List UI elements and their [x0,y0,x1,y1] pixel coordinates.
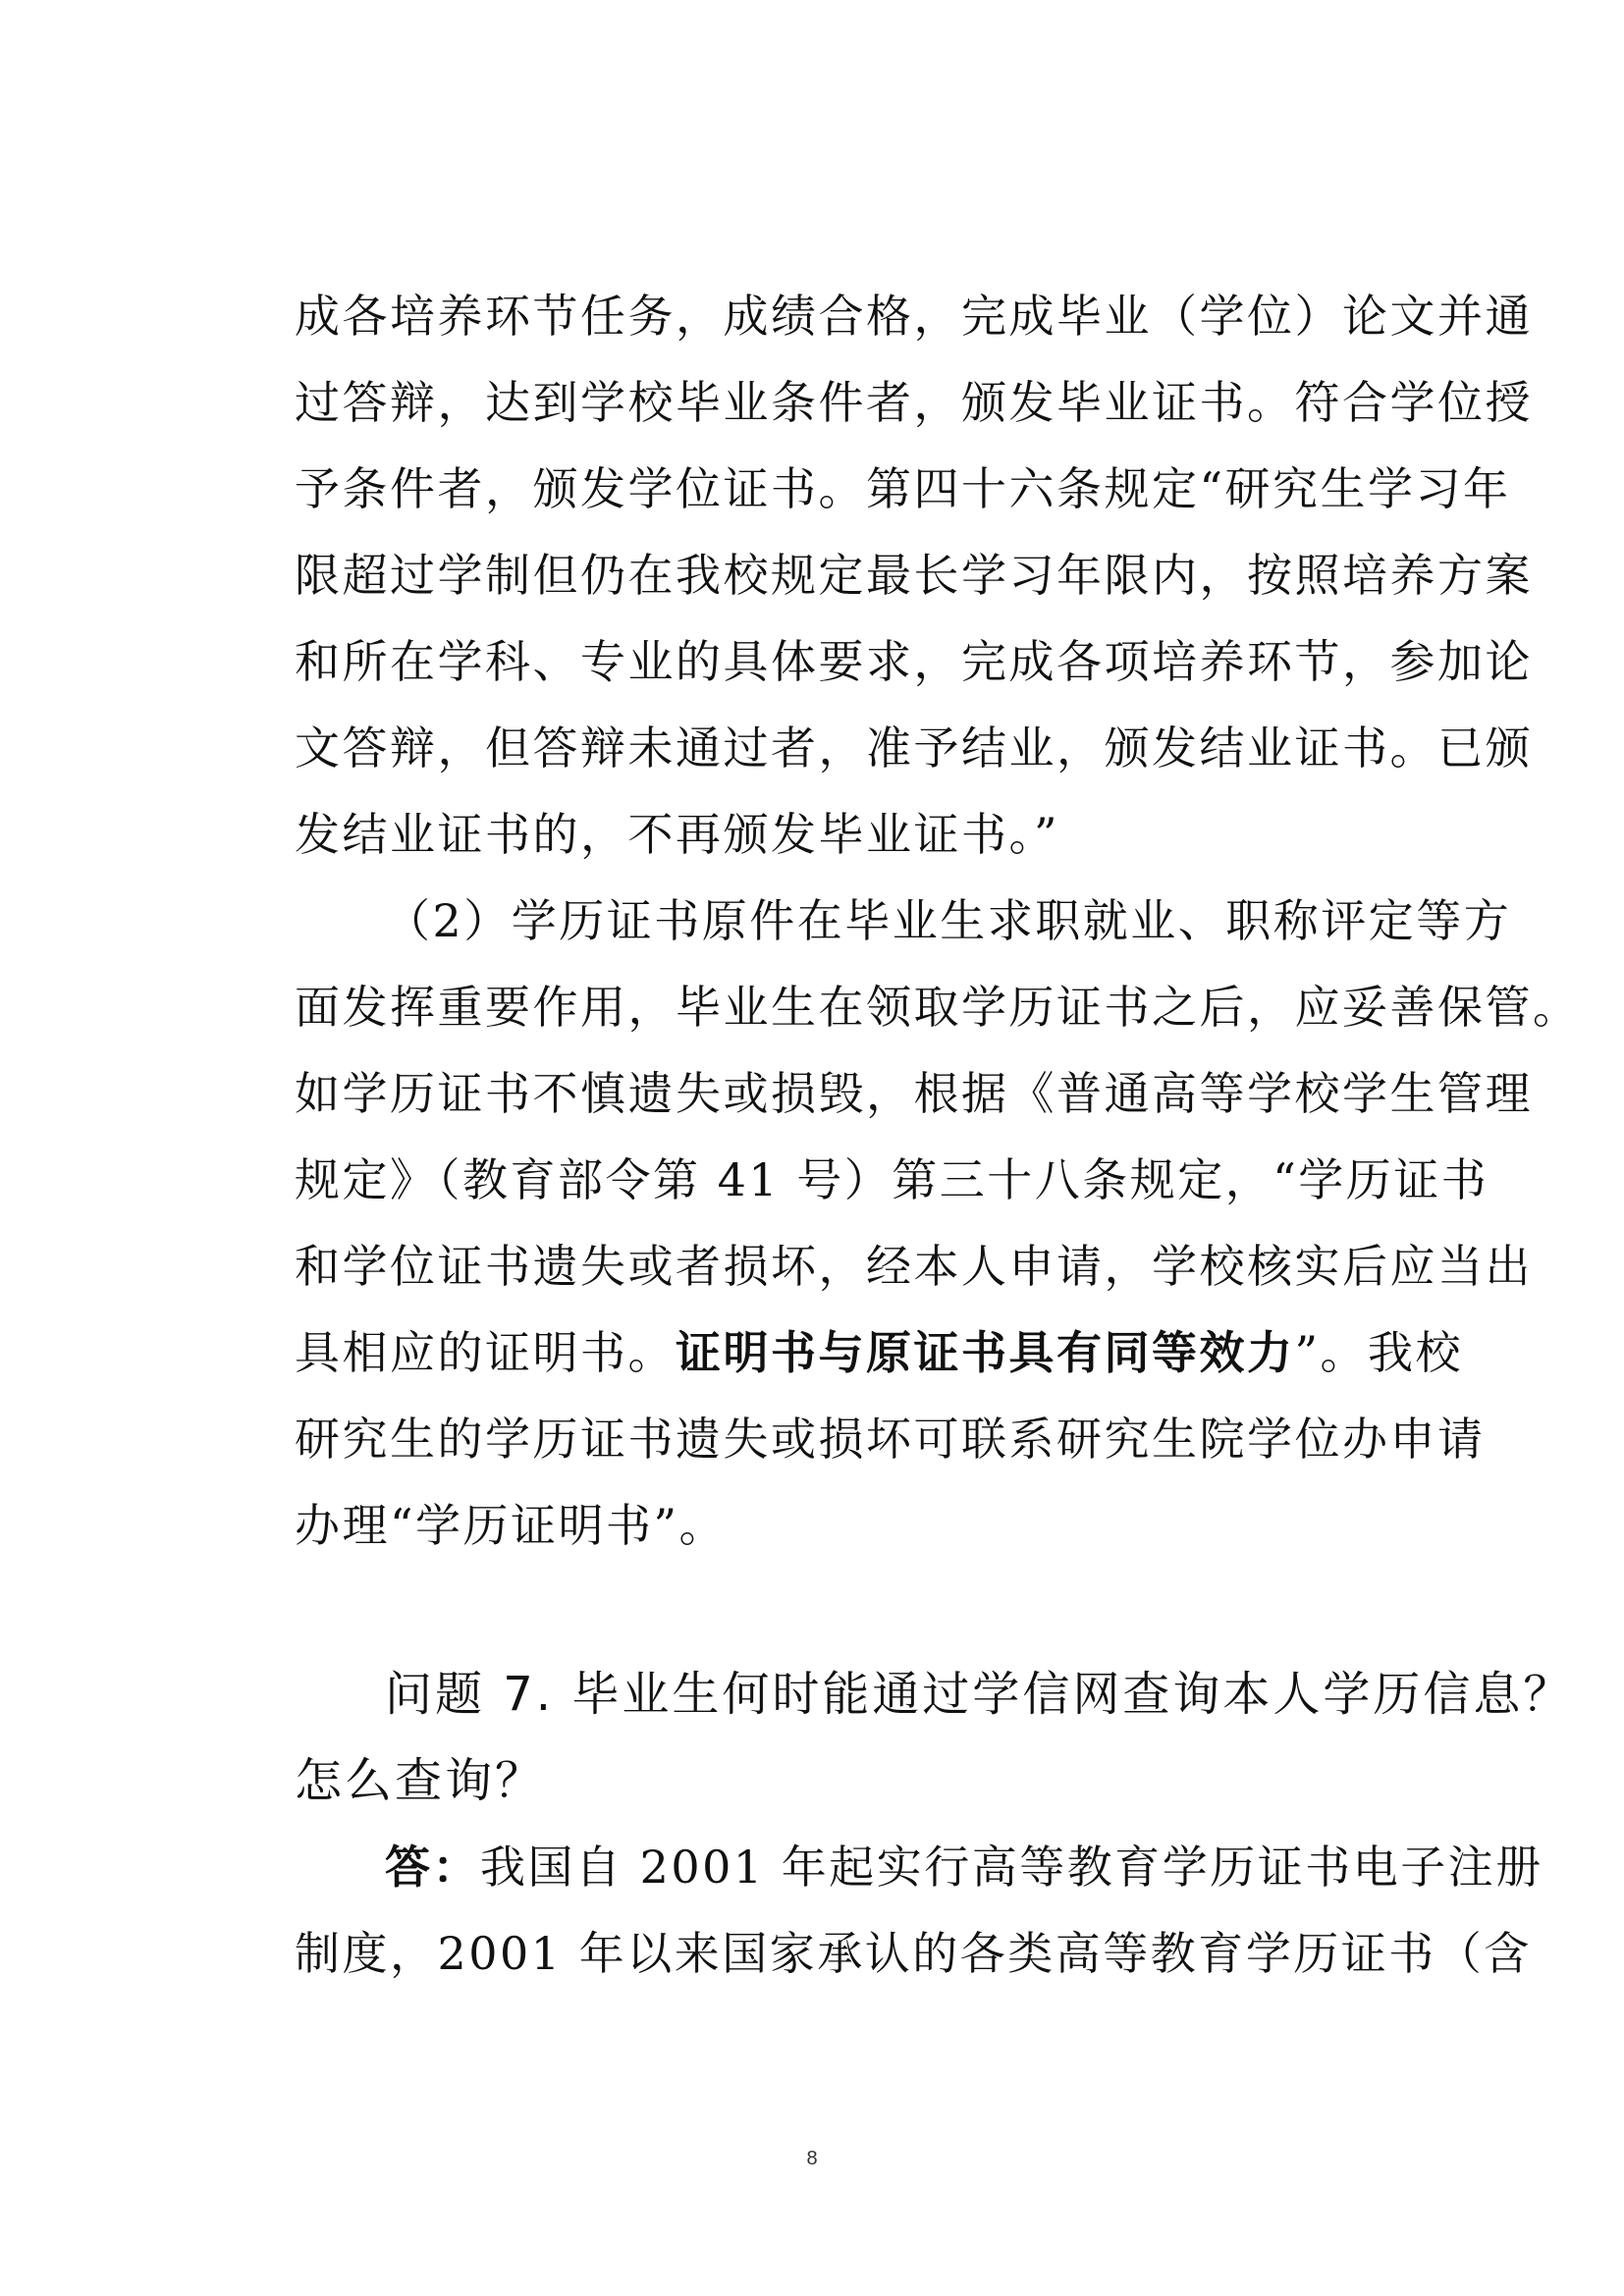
question-heading: 问题 7. 毕业生何时能通过学信网查询本人学历信息？ [385,1667,1574,1722]
paragraph-line: 研究生的学历证书遗失或损坏可联系研究生院学位办申请 [295,1413,1486,1466]
paragraph-line: 规定》（教育部令第 41 号）第三十八条规定，“学历证书 [295,1153,1489,1206]
paragraph-line: （2）学历证书原件在毕业生求职就业、职称评定等方 [385,894,1512,947]
paragraph-line: 如学历证书不慎遗失或损毁，根据《普通高等学校学生管理 [295,1067,1533,1120]
answer-line: 制度，2001 年以来国家承认的各类高等教育学历证书（含 [295,1927,1532,1980]
question-heading: 怎么查询？ [295,1753,546,1808]
paragraph-line: 予条件者，颁发学位证书。第四十六条规定“研究生学习年 [295,462,1511,515]
paragraph-line: 过答辩，达到学校毕业条件者，颁发毕业证书。符合学位授 [295,376,1533,429]
paragraph-line-with-emphasis [295,1325,1464,1380]
paragraph-line: 和学位证书遗失或者损坏，经本人申请，学校核实后应当出 [295,1240,1533,1293]
paragraph-text: ”。我校 [1294,1326,1464,1379]
paragraph-line: 文答辩，但答辩未通过者，准予结业，颁发结业证书。已颁 [295,721,1533,774]
answer-label: 答： [385,1841,480,1894]
paragraph-line: 面发挥重要作用，毕业生在领取学历证书之后，应妥善保管。 [295,981,1581,1034]
emphasized-text: 证明书与原证书具有同等效力 [676,1326,1295,1379]
paragraph-line: 和所在学科、专业的具体要求，完成各项培养环节，参加论 [295,635,1533,688]
paragraph-line: 成各培养环节任务，成绩合格，完成毕业（学位）论文并通 [295,290,1533,343]
answer-line [385,1840,1543,1895]
paragraph-line: 限超过学制但仍在我校规定最长学习年限内，按照培养方案 [295,549,1533,602]
answer-text: 我国自 2001 年起实行高等教育学历证书电子注册 [480,1841,1543,1894]
paragraph-text: 具相应的证明书。 [295,1326,676,1379]
paragraph-line: 办理“学历证明书”。 [295,1499,728,1552]
paragraph-line: 发结业证书的，不再颁发毕业证书。” [295,808,1060,861]
page-number: 8 [806,2148,818,2169]
